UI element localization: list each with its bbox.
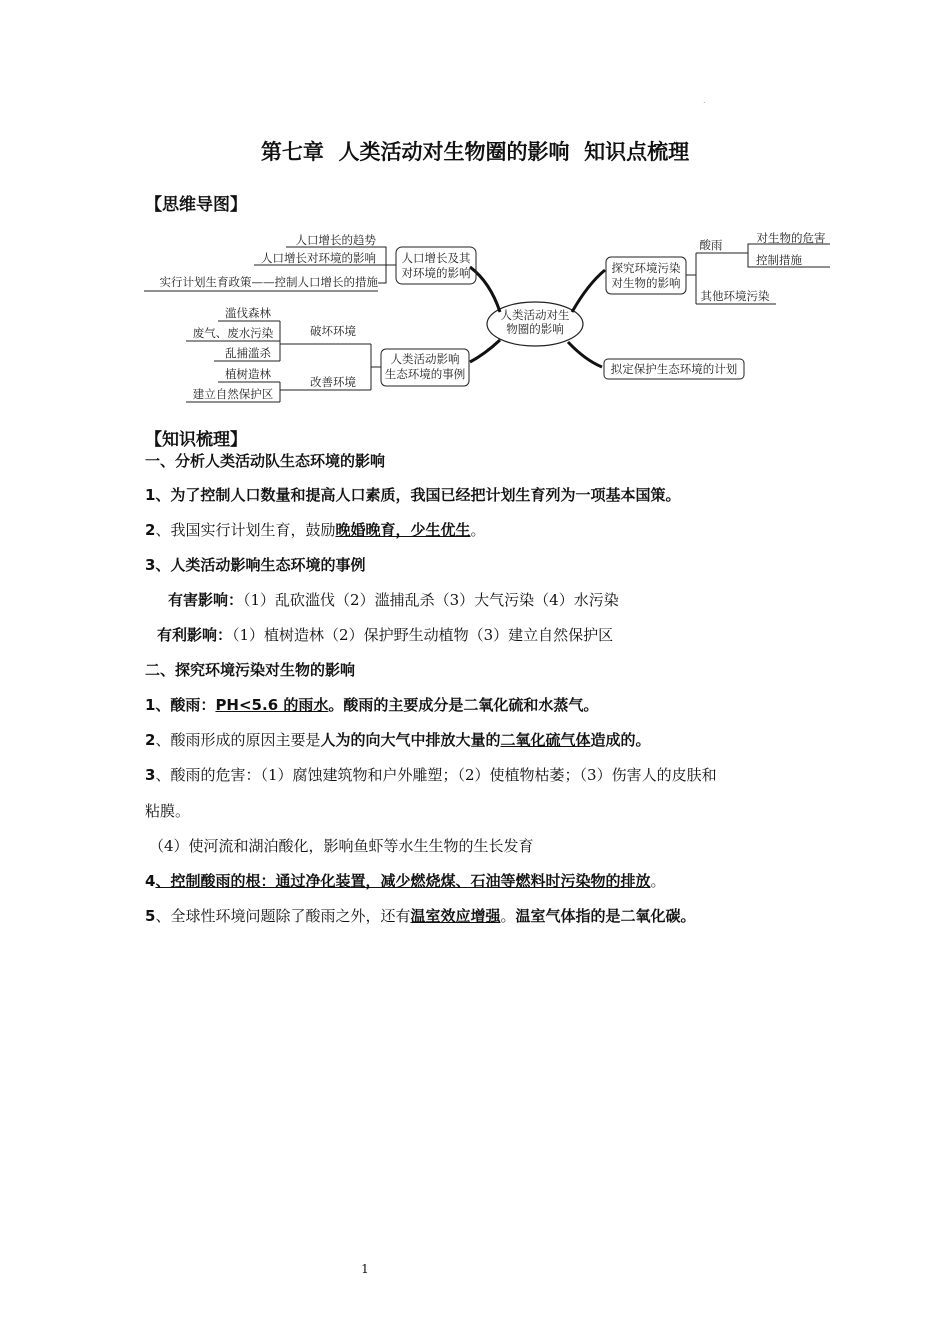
mindmap-heading: 【思维导图】: [145, 195, 247, 215]
destroy-item-2: 废气、废水污染: [192, 326, 274, 340]
plan-node: 拟定保护生态环境的计划: [610, 362, 738, 376]
s2-title: 二、探究环境污染对生物的影响: [145, 661, 356, 679]
s2-item-4: 4、控制酸雨的根：通过净化装置，减少燃烧煤、石油等燃料时污染物的排放。: [145, 872, 666, 890]
destroy-item-3: 乱捕滥杀: [225, 346, 271, 360]
pop-item-2: 人口增长对环境的影响: [261, 251, 376, 265]
acid-item-2: 控制措施: [756, 253, 802, 267]
mind-map: [140, 222, 840, 412]
s1-item-1: 1、为了控制人口数量和提高人口素质，我国已经把计划生育列为一项基本国策。: [145, 486, 681, 504]
page-number: 1: [361, 1262, 369, 1276]
improve-label: 改善环境: [310, 375, 356, 389]
pop-node-line-2: 对环境的影响: [401, 266, 471, 280]
branch-events: [470, 340, 500, 362]
harm-line: 有害影响：（1）乱砍滥伐（2）滥捕乱杀（3）大气污染（4）水污染: [168, 591, 619, 609]
benefit-line: 有利影响：（1）植树造林（2）保护野生动植物（3）建立自然保护区: [157, 626, 614, 644]
destroy-item-1: 滥伐森林: [225, 306, 271, 320]
event-node-line-1: 人类活动影响: [390, 352, 460, 366]
pop-node-line-1: 人口增长及其: [401, 251, 471, 265]
pollution-node-line-1: 探究环境污染: [611, 261, 681, 275]
s2-item-3-extra: （4）使河流和湖泊酸化，影响鱼虾等水生生物的生长发育: [149, 837, 534, 855]
s2-item-1: 1、酸雨：PH<5.6 的雨水。酸雨的主要成分是二氧化硫和水蒸气。: [145, 696, 599, 714]
branch-pollution: [572, 270, 605, 312]
s2-item-5: 5、全球性环境问题除了酸雨之外，还有温室效应增强。温室气体指的是二氧化碳。: [145, 907, 696, 925]
page-title: 第七章 人类活动对生物圈的影响 知识点梳理: [260, 140, 690, 164]
s1-item-2: 2、我国实行计划生育，鼓励晚婚晚育，少生优生。: [145, 521, 486, 539]
center-line-1: 人类活动对生: [500, 308, 570, 322]
center-line-2: 物圈的影响: [506, 322, 564, 336]
acid-item-1: 对生物的危害: [756, 231, 826, 245]
branch-pop: [470, 267, 500, 312]
s2-item-3: 3、酸雨的危害：（1）腐蚀建筑物和户外雕塑；（2）使植物枯萎；（3）伤害人的皮肤和: [145, 766, 717, 784]
s2-item-2: 2、酸雨形成的原因主要是人为的向大气中排放大量的二氧化硫气体造成的。: [145, 731, 651, 749]
s2-item-3-cont: 粘膜。: [145, 802, 191, 820]
pop-item-1: 人口增长的趋势: [295, 233, 376, 247]
improve-item-1: 植树造林: [225, 367, 271, 381]
knowledge-heading: 【知识梳理】: [145, 430, 247, 450]
pop-item-3: 实行计划生育政策——控制人口增长的措施: [159, 275, 378, 289]
pollution-node-line-2: 对生物的影响: [611, 276, 681, 290]
other-pollution: 其他环境污染: [700, 289, 770, 303]
improve-item-2: 建立自然保护区: [192, 387, 274, 401]
branch-plan: [568, 342, 602, 367]
event-node-line-2: 生态环境的事例: [384, 367, 466, 381]
s1-title: 一、分析人类活动队生态环境的影响: [145, 452, 386, 470]
destroy-label: 破坏环境: [310, 324, 356, 338]
s1-item-3: 3、人类活动影响生态环境的事例: [145, 556, 366, 574]
acid-label: 酸雨: [699, 238, 723, 252]
corner-mark: .: [703, 96, 706, 105]
